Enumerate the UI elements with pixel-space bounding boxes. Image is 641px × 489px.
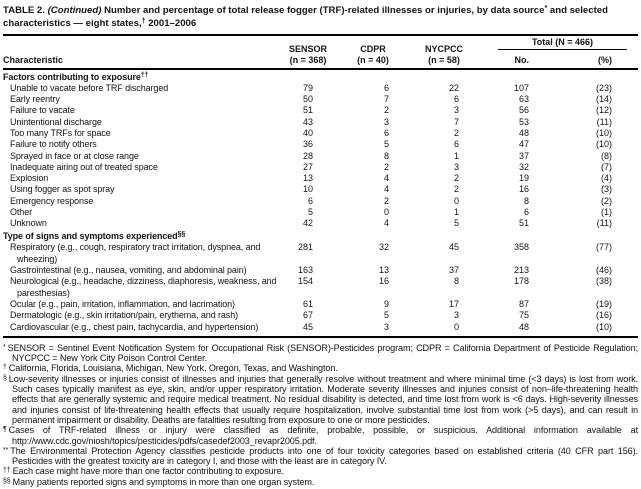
cell-pct: (10)	[596, 321, 613, 332]
footnote-text: Low-severity illnesses or injuries consist of illnesses and injuries that generally resolve without treatment and where minimal time (<3 days) is lost from work. Such cases typically manifest as eye, skin, and/or upper respiratory irritation. Moderate severity illnesses and injuries consist of non–life-threatening health effects that are generally systemic and require medical treatment. No residual disability is detected, and time lost from work is <6 days. High-severity illnesses and injuries consist of life-threatening health effects that usually require hospitalization, involve substantial time lost from work (>5 days), and can result in permanent impairment or disability. Deaths are fatalities resulting from exposure to one or more pesticides.	[8, 373, 638, 425]
cell-cdpr: 32	[378, 242, 389, 253]
footnote-marker: ††	[3, 467, 11, 475]
section-row	[3, 69, 638, 83]
cell-pct: (1)	[601, 207, 613, 218]
cell-pct: (3)	[601, 184, 613, 195]
table-row	[3, 162, 638, 173]
cell-no: 48	[518, 127, 529, 138]
cell-nycpcc: 8	[453, 276, 459, 287]
sensor-n: (n = 368)	[289, 54, 327, 65]
cell-pct: (16)	[596, 310, 613, 321]
cell-pct: (11)	[596, 218, 613, 229]
cell-characteristic: Failure to vacate	[10, 105, 75, 116]
cell-sensor: 50	[302, 94, 313, 105]
cell-no: 213	[513, 265, 529, 276]
cell-no: 56	[518, 105, 529, 116]
table-title-number: TABLE 2.	[3, 5, 48, 16]
footnote	[3, 374, 638, 425]
cell-characteristic: Gastrointestinal (e.g., nausea, vomiting, and abdominal pain)	[10, 265, 247, 276]
table-row	[3, 139, 638, 150]
cell-characteristic: Inadequate airing out of treated space	[10, 161, 158, 172]
cell-no: 178	[513, 276, 529, 287]
footnote-marker: ¶	[3, 426, 7, 434]
cell-nycpcc: 3	[453, 161, 459, 172]
cell-nycpcc: 5	[453, 218, 459, 229]
footnote-text: The Environmental Protection Agency classifies pesticide products into one of four toxicity categories based on established criteria (40 CFR part 156). Pesticides with the greatest toxicity are in category I, and those with the least are in category IV.	[10, 445, 638, 467]
cell-characteristic: Failure to notify others	[10, 139, 97, 150]
cell-characteristic: Explosion	[10, 173, 49, 184]
table-body	[3, 69, 638, 337]
cell-characteristic: Using fogger as spot spray	[10, 184, 115, 195]
cell-sensor: 36	[302, 139, 313, 150]
table-row	[3, 310, 638, 321]
cell-cdpr: 8	[383, 150, 389, 161]
cell-no: 53	[518, 116, 529, 127]
cell-pct: (38)	[596, 276, 613, 287]
column-header-characteristic: Characteristic	[3, 54, 64, 65]
cell-nycpcc: 7	[453, 116, 459, 127]
footnote-marker-states: †	[141, 17, 146, 25]
cell-cdpr: 5	[383, 139, 389, 150]
cell-cdpr: 6	[383, 82, 389, 93]
cell-cdpr: 4	[383, 218, 389, 229]
table-row	[3, 173, 638, 184]
table-row	[3, 151, 638, 162]
footnote-marker-source: *	[544, 5, 548, 12]
cell-nycpcc: 0	[453, 321, 459, 332]
cell-sensor: 67	[302, 310, 313, 321]
cell-pct: (7)	[601, 161, 613, 172]
cell-sensor: 45	[302, 321, 313, 332]
table-title-years: 2001–2006	[145, 17, 197, 29]
footnote	[3, 425, 638, 446]
cell-cdpr: 7	[383, 94, 389, 105]
cell-characteristic: Neurological (e.g., headache, dizziness, diaphoresis, weakness, and paresthesias)	[10, 276, 277, 298]
footnote-marker: §§	[177, 231, 186, 239]
cell-pct: (2)	[601, 195, 613, 206]
cell-cdpr: 2	[383, 195, 389, 206]
table-header	[3, 35, 638, 69]
footnote-text: California, Florida, Louisiana, Michigan, New York, Oregon, Texas, and Washington.	[8, 363, 338, 374]
cell-characteristic: Too many TRFs for space	[10, 127, 111, 138]
table-row	[3, 196, 638, 207]
cell-characteristic: Early reentry	[10, 94, 60, 105]
cell-no: 19	[518, 173, 529, 184]
table-row	[3, 94, 638, 105]
cell-no: 47	[518, 139, 529, 150]
cell-nycpcc: 3	[453, 105, 459, 116]
footnote-text: Many patients reported signs and symptoms in more than one organ system.	[12, 476, 315, 487]
cell-pct: (4)	[601, 173, 613, 184]
table-row	[3, 242, 638, 265]
footnote-text: SENSOR = Sentinel Event Notification System for Occupational Risk (SENSOR)-Pesticides program; CDPR = California Department of Pesticide Regulation; NYCPCC = New York City Poison Control Center.	[7, 342, 638, 364]
cell-cdpr: 13	[378, 265, 389, 276]
cell-pct: (12)	[596, 105, 613, 116]
column-header-cdpr	[341, 35, 405, 69]
table-title	[3, 5, 638, 30]
column-header-total-group	[473, 35, 638, 53]
cell-nycpcc: 1	[453, 207, 459, 218]
footnote-marker: †	[3, 364, 7, 372]
cell-pct: (77)	[596, 242, 613, 253]
cell-nycpcc: 1	[453, 150, 459, 161]
cdpr-n: (n = 40)	[357, 54, 389, 65]
column-header-sensor	[289, 35, 341, 69]
table-row	[3, 83, 638, 94]
table-title-text2: and selected characteristics — eight states,	[3, 5, 608, 29]
cell-nycpcc: 2	[453, 173, 459, 184]
cell-nycpcc: 37	[448, 265, 459, 276]
footnote	[3, 466, 638, 476]
cell-sensor: 61	[302, 298, 313, 309]
data-table	[3, 34, 638, 338]
footnote-marker: ††	[140, 71, 149, 79]
table-row	[3, 218, 638, 229]
cell-cdpr: 9	[383, 298, 389, 309]
cell-nycpcc: 17	[448, 298, 459, 309]
cell-sensor: 6	[307, 195, 313, 206]
table-row	[3, 184, 638, 195]
cell-sensor: 5	[307, 207, 313, 218]
footnote	[3, 446, 638, 467]
cell-pct: (14)	[596, 94, 613, 105]
cell-nycpcc: 22	[448, 82, 459, 93]
cell-no: 16	[518, 184, 529, 195]
cell-characteristic: Ocular (e.g., pain, irritation, inflammation, and lacrimation)	[10, 298, 235, 309]
table-title-text: Number and percentage of total release fogger (TRF)-related illnesses or injuries, by data source	[101, 5, 545, 16]
cell-no: 48	[518, 321, 529, 332]
footnotes	[3, 343, 638, 487]
cell-no: 75	[518, 310, 529, 321]
cell-no: 8	[523, 195, 529, 206]
cell-sensor: 163	[297, 265, 313, 276]
cell-cdpr: 2	[383, 161, 389, 172]
cell-sensor: 79	[302, 82, 313, 93]
cell-sensor: 10	[302, 184, 313, 195]
table-row	[3, 322, 638, 337]
footnote	[3, 477, 638, 487]
cell-pct: (11)	[596, 116, 613, 127]
cell-cdpr: 3	[383, 116, 389, 127]
cell-characteristic: Respiratory (e.g., cough, respiratory tract irritation, dyspnea, and wheezing)	[10, 242, 261, 264]
cell-pct: (19)	[596, 298, 613, 309]
table-row	[3, 299, 638, 310]
cell-characteristic: Unintentional discharge	[10, 116, 102, 127]
cell-characteristic: Unknown	[10, 218, 47, 229]
cell-no: 107	[513, 82, 529, 93]
cell-sensor: 40	[302, 127, 313, 138]
cell-no: 63	[518, 94, 529, 105]
cell-characteristic: Other	[10, 207, 33, 218]
cell-no: 51	[518, 218, 529, 229]
column-header-nycpcc	[405, 35, 473, 69]
cell-nycpcc: 6	[453, 94, 459, 105]
footnote-marker: **	[3, 446, 9, 454]
cell-characteristic: Unable to vacate before TRF discharged	[10, 82, 169, 93]
table-row	[3, 276, 638, 299]
cell-no: 37	[518, 150, 529, 161]
table-row	[3, 207, 638, 218]
sensor-label: SENSOR	[289, 44, 328, 54]
cell-cdpr: 0	[383, 207, 389, 218]
footnote-text: Each case might have more than one factor contributing to exposure.	[12, 466, 284, 477]
cell-nycpcc: 0	[453, 195, 459, 206]
section-header: Factors contributing to exposure††	[3, 71, 149, 82]
nycpcc-label: NYCPCC	[424, 44, 463, 54]
cell-characteristic: Cardiovascular (e.g., chest pain, tachycardia, and hypertension)	[10, 321, 259, 332]
cell-cdpr: 3	[383, 321, 389, 332]
cell-sensor: 42	[302, 218, 313, 229]
cell-nycpcc: 45	[448, 242, 459, 253]
cell-cdpr: 4	[383, 173, 389, 184]
footnote-text: Cases of TRF-related illness or injury were classified as definite, probable, possible, or suspicious. Additional information available at http://www.cdc.gov/niosh/topics/pesticides/pdfs/casedef2003_revapr2005.pdf.	[8, 425, 638, 446]
table-title-continued: (Continued)	[47, 5, 102, 16]
cell-no: 87	[518, 298, 529, 309]
section-row	[3, 230, 638, 243]
cell-nycpcc: 3	[453, 310, 459, 321]
cell-characteristic: Emergency response	[10, 195, 94, 206]
cell-pct: (10)	[596, 139, 613, 150]
total-group-label: Total (N = 466)	[498, 37, 627, 50]
footnote-marker: *	[3, 343, 6, 351]
cell-sensor: 154	[297, 276, 313, 287]
column-header-no: No.	[514, 54, 529, 65]
cell-characteristic: Sprayed in face or at close range	[10, 150, 139, 161]
table-row	[3, 128, 638, 139]
cell-cdpr: 5	[383, 310, 389, 321]
cell-pct: (10)	[596, 127, 613, 138]
cell-nycpcc: 6	[453, 139, 459, 150]
table-row	[3, 117, 638, 128]
cell-no: 6	[523, 207, 529, 218]
cell-nycpcc: 2	[453, 127, 459, 138]
nycpcc-n: (n = 58)	[428, 54, 460, 65]
cell-no: 32	[518, 161, 529, 172]
cell-sensor: 27	[302, 161, 313, 172]
footnote	[3, 343, 638, 364]
cell-no: 358	[513, 242, 529, 253]
cell-nycpcc: 2	[453, 184, 459, 195]
table-row	[3, 265, 638, 276]
cell-sensor: 13	[302, 173, 313, 184]
cell-pct: (46)	[596, 265, 613, 276]
cell-cdpr: 16	[378, 276, 389, 287]
footnote-marker: §	[3, 374, 7, 382]
table-row	[3, 105, 638, 116]
cell-pct: (23)	[596, 82, 613, 93]
cell-cdpr: 6	[383, 127, 389, 138]
cell-cdpr: 2	[383, 105, 389, 116]
cdpr-label: CDPR	[360, 44, 386, 54]
cell-sensor: 281	[297, 242, 313, 253]
cell-sensor: 51	[302, 105, 313, 116]
footnote	[3, 363, 638, 373]
cell-cdpr: 4	[383, 184, 389, 195]
cell-characteristic: Dermatologic (e.g., skin irritation/pain, erythema, and rash)	[10, 310, 239, 321]
cell-sensor: 28	[302, 150, 313, 161]
column-header-pct: (%)	[598, 54, 613, 65]
cell-sensor: 43	[302, 116, 313, 127]
section-header: Type of signs and symptoms experienced§§	[3, 231, 186, 242]
footnote-marker: §§	[3, 477, 11, 485]
cell-pct: (8)	[601, 150, 613, 161]
